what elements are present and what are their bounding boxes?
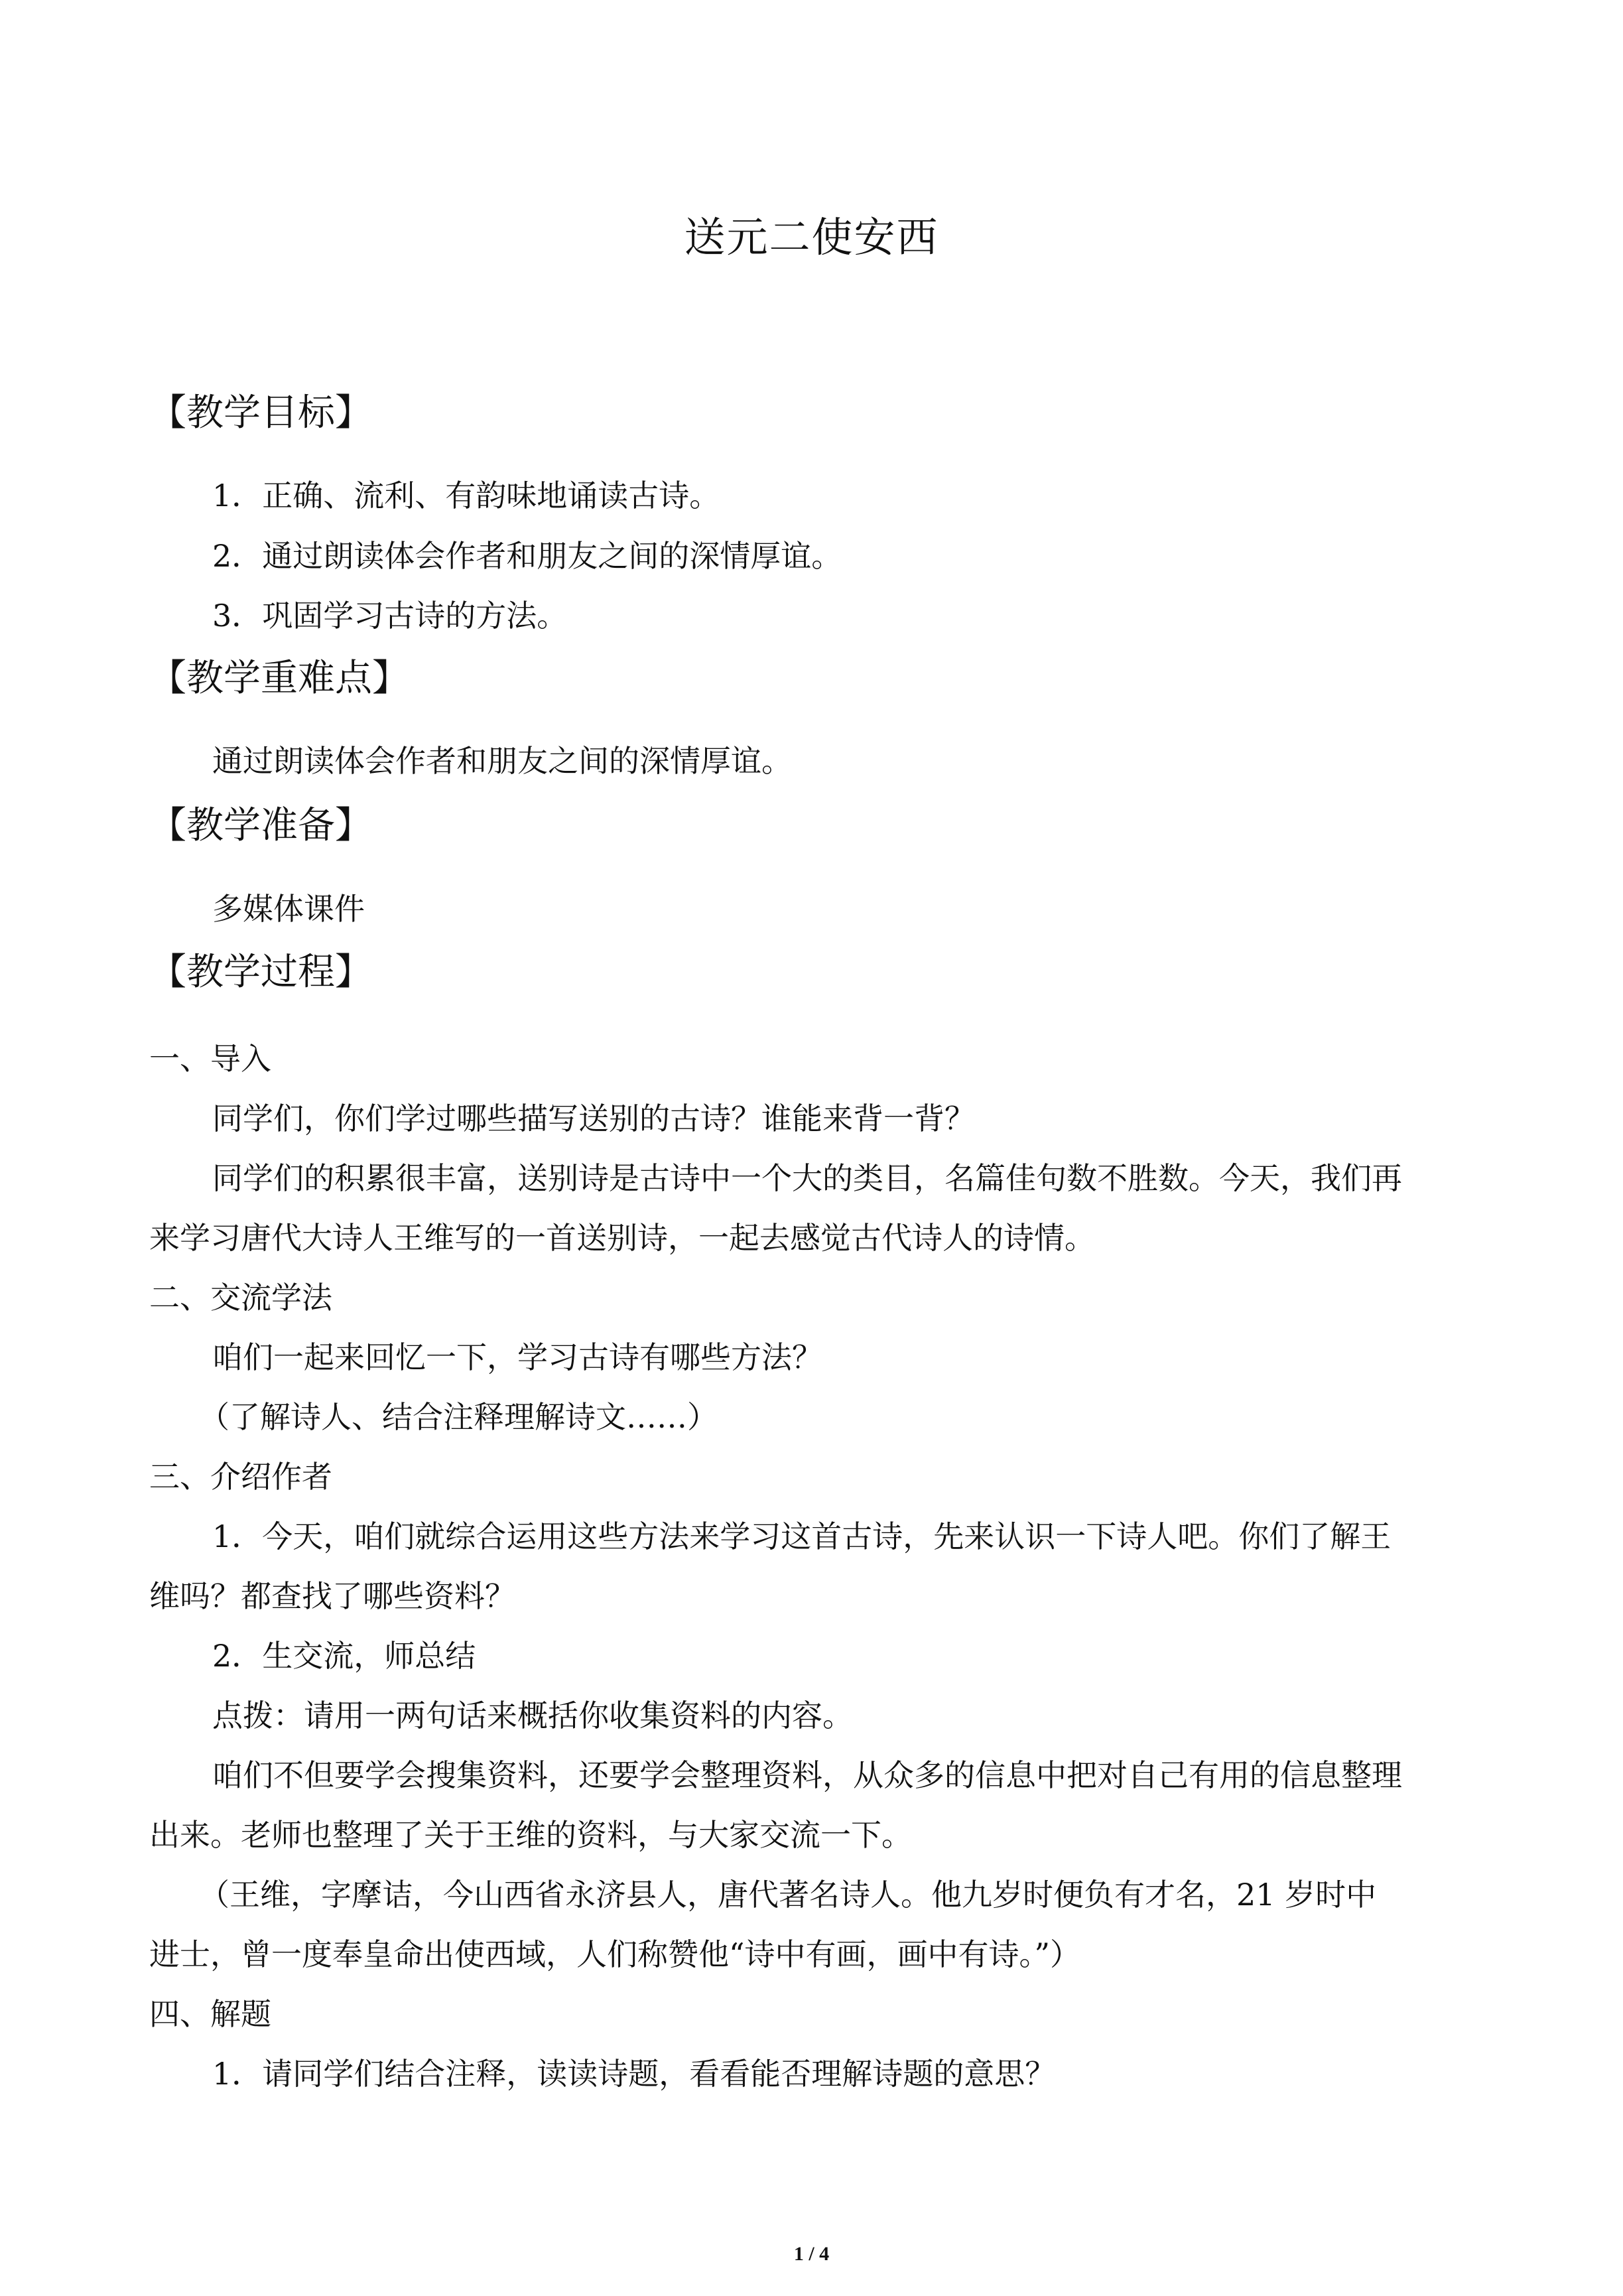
paragraph: 1．请同学们结合注释，读读诗题，看看能否理解诗题的意思？ — [212, 2056, 1056, 2092]
paragraph: 同学们的积累很丰富，送别诗是古诗中一个大的类目，名篇佳句数不胜数。今天，我们再 — [212, 1160, 1402, 1196]
paragraph: （王维，字摩诘，今山西省永济县人，唐代著名诗人。他九岁时便负有才名，21 岁时中 — [199, 1877, 1377, 1913]
page-number: 1 / 4 — [793, 2243, 830, 2265]
paragraph: 1．今天，咱们就综合运用这些方法来学习这首古诗，先来认识一下诗人吧。你们了解王 — [212, 1519, 1392, 1554]
heading-objectives: 【教学目标】 — [149, 391, 372, 435]
heading-process: 【教学过程】 — [149, 951, 372, 994]
paragraph: （了解诗人、结合注释理解诗文……） — [199, 1399, 718, 1435]
document-title: 送元二使安西 — [684, 213, 939, 261]
paragraph-continuation: 维吗？都查找了哪些资料？ — [149, 1578, 515, 1614]
section-method-title: 二、交流学法 — [149, 1280, 332, 1316]
heading-preparation: 【教学准备】 — [149, 804, 372, 847]
paragraph-continuation: 进士，曾一度奉皇命出使西域，人们称赞他“诗中有画，画中有诗。”） — [149, 1936, 1081, 1972]
section-author-title: 三、介绍作者 — [149, 1459, 332, 1495]
objective-item: 3．巩固学习古诗的方法。 — [212, 598, 568, 634]
paragraph: 点拨：请用一两句话来概括你收集资料的内容。 — [212, 1698, 853, 1733]
preparation-text: 多媒体课件 — [212, 891, 365, 927]
paragraph-continuation: 来学习唐代大诗人王维写的一首送别诗，一起去感觉古代诗人的诗情。 — [149, 1220, 1095, 1256]
paragraph: 咱们不但要学会搜集资料，还要学会整理资料，从众多的信息中把对自己有用的信息整理 — [212, 1757, 1402, 1793]
paragraph: 2．生交流，师总结 — [212, 1638, 476, 1674]
section-intro-title: 一、导入 — [149, 1041, 271, 1077]
key-points-text: 通过朗读体会作者和朋友之间的深情厚谊。 — [212, 743, 792, 779]
heading-key-points: 【教学重难点】 — [149, 657, 409, 700]
objective-item: 1．正确、流利、有韵味地诵读古诗。 — [212, 478, 720, 513]
paragraph-continuation: 出来。老师也整理了关于王维的资料，与大家交流一下。 — [149, 1817, 912, 1853]
paragraph: 同学们，你们学过哪些描写送别的古诗？谁能来背一背？ — [212, 1101, 975, 1136]
paragraph: 咱们一起来回忆一下，学习古诗有哪些方法？ — [212, 1339, 822, 1375]
objective-item: 2．通过朗读体会作者和朋友之间的深情厚谊。 — [212, 538, 842, 574]
section-title-explain-title: 四、解题 — [149, 1996, 271, 2032]
